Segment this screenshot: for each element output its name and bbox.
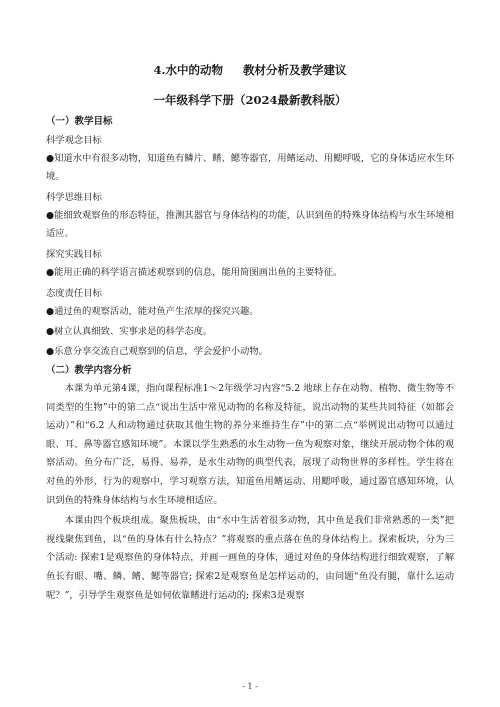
section-heading-objectives: （一）教学目标 [46,116,113,127]
page-number: - 1 - [242,682,258,691]
objective-bullet: ●能细致观察鱼的形态特征，推测其器官与身体结构的功能，认识到鱼的特殊身体结构与水生环境相适应。 [46,210,454,239]
objective-bullet: ●能用正确的科学语言描述观察到的信息，能用简图画出鱼的主要特征。 [46,267,343,278]
objective-label-concept: 科学观念目标 [46,135,102,146]
objective-bullet: ●通过鱼的观察活动，能对鱼产生浓厚的探究兴趣。 [46,306,259,317]
objective-bullet: ●知道水中有很多动物，知道鱼有鳞片、鳍、鳃等器官，用鳍运动、用鳃呼吸，它的身体适应水生环境。 [46,153,454,182]
body-paragraph: 本课由四个板块组成。聚焦板块，由“水中生活着很多动物，其中鱼是我们非常熟悉的一类”把视线聚焦到鱼，以“鱼的身体有什么特点？”将观察的重点落在鱼的身体结构上。探索板块，分为三个活动: 探索1是观察鱼的身体特点，并画一画鱼的身体，通过对鱼的身体结构进行细致观察，了解鱼长有眼、嘴、鳞、鳍、鳃等器官; 探索2是观察鱼是怎样运动的，由问题“鱼没有腿，靠什么运动呢？”，引导学生观察鱼是如何依靠鳍进行运动的; 探索3是观察 [46,515,454,601]
objective-label-practice: 探究实践目标 [46,249,102,260]
document-subtitle: 一年级科学下册（2024最新教科版） [153,93,347,107]
objective-label-thinking: 科学思维目标 [46,192,102,203]
objective-bullet: ●乐意分享交流自己观察到的信息，学会爱护小动物。 [46,346,268,357]
objective-bullet: ●树立认真细致、实事求是的科学态度。 [46,326,213,337]
section-heading-content-analysis: （二）教学内容分析 [46,365,132,376]
document-title: 4.水中的动物 教材分析及教学建议 [153,63,347,77]
objective-label-attitude: 态度责任目标 [46,288,102,299]
body-paragraph: 本课为单元第4课，指向课程标准1～2年级学习内容“5.2 地球上存在动物、植物、微生物等不同类型的生物”中的第二点“说出生活中常见动物的名称及特征，说出动物的某些共同特征（如都会运动）”和“6.2 人和动物通过获取其他生物的养分来维持生存”中的第二点“举例说出动物可以通过眼、耳、鼻等器官感知环境”。本课以学生熟悉的水生动物一鱼为观察对象，继续开展动物个体的观察活动。鱼分布广泛，易得、易养，是水生动物的典型代表，展现了动物世界的多样性。学生将在对鱼的外形、行为的观察中，学习观察方法，知道鱼用鳍运动、用鳃呼吸，通过器官感知环境，认识到鱼的特殊身体结构与水生环境相适应。 [46,383,454,506]
